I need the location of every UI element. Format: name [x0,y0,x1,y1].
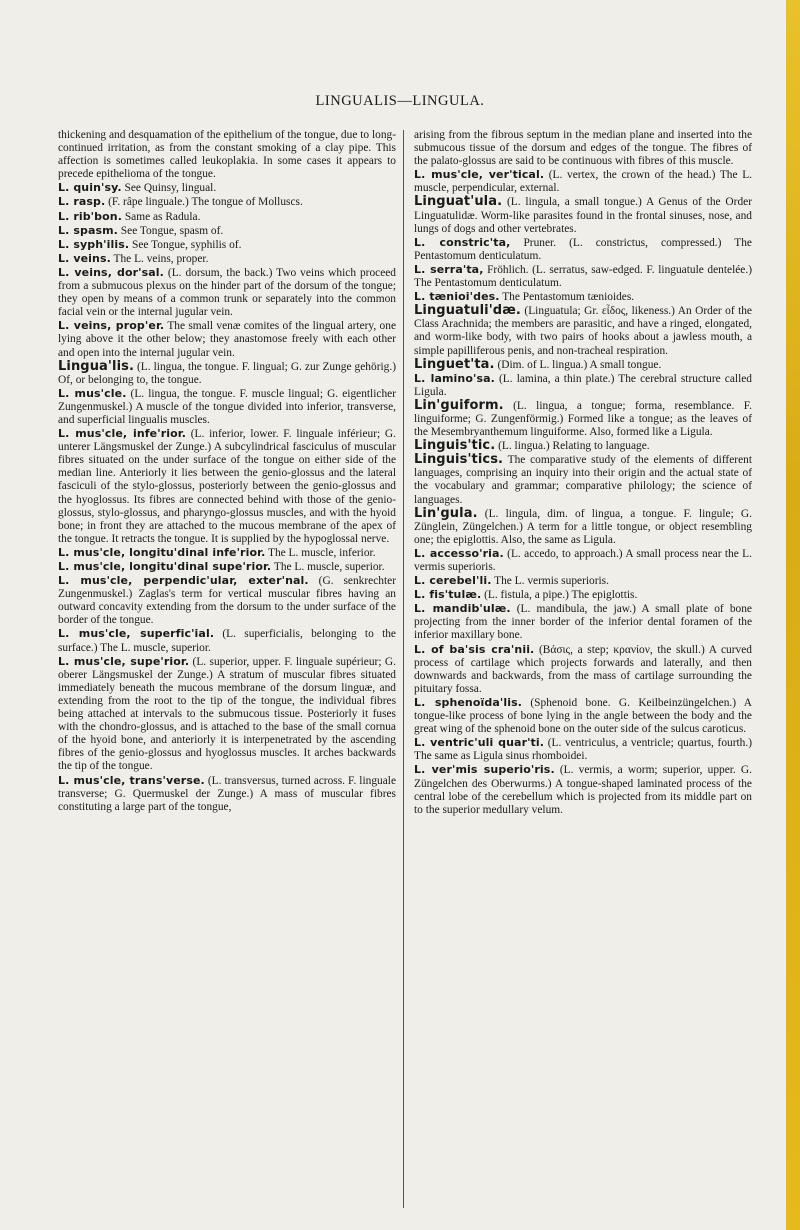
entry-text: (L. vermis, a worm; superior, upper. G. Züngelchen des Oberwurms.) A tongue-shaped laminated process of the central lobe of the cerebellum which is projected from its middle part on to the superior medullary velum. [414,764,753,816]
dictionary-entry [58,195,396,209]
entry-text: (L. transversus, turned across. F. linguale transverse; G. Quermuskel der Zunge.) A mass of muscular fibres constituting a large part of the tongue, [58,774,397,813]
entry-headword: L. accesso'ria. [414,546,504,560]
dictionary-entry [58,360,396,387]
entry-headword: L. veins, prop'er. [58,319,165,333]
dictionary-entry [58,238,396,252]
dictionary-entry [414,602,752,642]
entry-text: See Tongue, spasm of. [117,224,224,237]
dictionary-entry [414,588,752,602]
dictionary-entry [414,763,752,816]
dictionary-entry [414,736,752,763]
entry-text: See Tongue, syphilis of. [129,238,242,251]
entry-text: (L. lamina, a thin plate.) The cerebral structure called Ligula. [414,372,752,398]
entry-text: (L. ventriculus, a ventricle; quartus, fourth.) The same as Ligula sinus rhomboidei. [414,737,752,763]
entry-headword: L. spasm. [58,223,118,237]
entry-text: The L. vermis superioris. [491,575,609,588]
right-column [414,129,752,817]
entry-text: (L. vertex, the crown of the head.) The L. muscle, perpendicular, external. [414,169,753,195]
entry-text: (Dim. of L. lingua.) A small tongue. [494,358,662,371]
dictionary-entry [414,290,752,304]
entry-headword: Linguis'tic. [414,438,496,454]
entry-headword: L. veins. [58,251,111,265]
entry-text: (L. accedo, to approach.) A small process near the L. vermis superioris. [414,547,752,573]
entry-headword: L. tænioi'des. [414,290,500,304]
entry-headword: L. serra'ta, [414,262,484,276]
dictionary-entry [58,546,396,560]
dictionary-entry [58,181,396,195]
entry-text: The comparative study of the elements of different languages, comprising an inquiry into their origin and the actual state of the vocabulary and grammar; comparative philology; the science of languages. [414,454,752,506]
dictionary-entry [414,372,752,399]
entry-text: (L. lingua.) Relating to language. [495,440,650,453]
entry-text: The L. muscle, inferior. [265,546,376,559]
entry-headword: L. constric'ta, [414,235,511,249]
entry-text: (L. inferior, lower. F. linguale inférieur; G. unterer Längsmuskel der Zunge.) A subcylindrical fasciculus of muscular fibres situated on the under surface of the tongue on either side of the median line. Anteriorly it lies between the genio-glossus and the lateral fasciculi of the stylo-glossus, posteriorly between the genio-glossus and the hyoglossus. Its fibres are connected behind with those of the genio-glossus, stylo-glossus, and pharyngo-glossus muscles, and with the hyoid bone; in front they are attached to the mucous membrane of the apex of the tongue. It retracts the tongue. It is supplied by the hypoglossal nerve. [58,428,396,545]
entry-headword: L. mandib'ulæ. [414,602,511,616]
entry-headword: Lin'guiform. [414,397,504,413]
page-edge-strip [786,0,800,1230]
entry-text: Fröhlich. (L. serratus, saw-edged. F. linguatule dentelée.) The Pentastomum denticulatum. [414,263,752,290]
entry-headword: Linguatuli'dæ. [414,303,521,319]
entry-text: Same as Radula. [122,210,201,223]
entry-text: thickening and desquamation of the epithelium of the tongue, due to long-continued irritation, as from the constant smoking of a clay pipe. This affection is sometimes called leukoplakia. In some cases it appears to precede epithelioma of the tongue. [58,129,396,181]
dictionary-entry [58,427,396,546]
entry-text: (L. lingula, dim. of lingua, a tongue. F. lingule; G. Zünglein, Züngelchen.) A term for a little tongue, or object resembling one; the epiglottis. Also, the same as Ligula. [414,507,752,546]
dictionary-entry [414,195,752,235]
entry-text: (G. senkrechter Zungenmuskel.) Zaglas's term for vertical muscular fibres having an outward concavity extending from the dorsum to the under surface of the border of the tongue. [58,575,396,627]
entry-text: (L. fistula, a pipe.) The epiglottis. [481,589,638,602]
entry-headword: L. mus'cle, longitu'dinal supe'rior. [58,560,272,573]
dictionary-entry [414,547,752,574]
entry-text: (F. râpe linguale.) The tongue of Molluscs. [105,196,303,209]
dictionary-entry [58,627,396,654]
entry-text: arising from the fibrous septum in the median plane and inserted into the submucous tissue of the dorsum and edges of the tongue. The fibres of the palato-glossus are said to be continuous with fibres of this muscle. [414,129,752,168]
running-header: LINGUALIS—LINGULA. [315,93,485,109]
entry-headword: Linguat'ula. [414,194,503,210]
entry-headword: L. of ba'sis cra'nii. [414,642,535,656]
entry-headword: L. mus'cle, superfic'ial. [58,627,215,641]
dictionary-entry [58,252,396,266]
entry-text: (L. mandibula, the jaw.) A small plate of bone projecting from the inner border of the inferior dental foramen of the inferior maxillary bone. [414,603,752,642]
entry-text: (L. lingula, a small tongue.) A Genus of the Order Linguatulidæ. Worm-like parasites found in the frontal sinuses, nose, and lungs of dogs and other vertebrates. [414,196,752,235]
entry-headword: L. rib'bon. [58,209,122,223]
dictionary-entry [414,168,752,195]
entry-headword: Lin'gula. [414,505,478,521]
entry-text: The small venæ comites of the lingual artery, one lying above it the other below; they anastomose freely with each other and open into the internal jugular vein. [58,320,397,359]
entry-headword: L. fis'tulæ. [414,588,482,602]
dictionary-entry [58,266,396,319]
entry-headword: L. mus'cle, ver'tical. [414,168,545,182]
entry-text: (L. superficialis, belonging to the surface.) The L. muscle, superior. [58,628,396,654]
entry-text: (L. lingua, a tongue; forma, resemblance. F. linguiforme; G. Zungenförmig.) Formed like a tongue; as the leaves of the Mesembryanthemum linguiforme. Also, formed like a Ligula. [414,399,752,439]
dictionary-entry [414,574,752,588]
dictionary-entry [58,129,396,181]
dictionary-entry [414,507,752,547]
entry-headword: L. veins, dor'sal. [58,265,164,279]
dictionary-entry [58,560,396,574]
dictionary-entry [58,387,396,427]
column-divider [403,130,404,1208]
entry-text: (L. lingua, the tongue. F. muscle lingual; G. eigentlicher Zungenmuskel.) A muscle of the tongue divided into inferior, transverse, and superficial lingualis muscles. [58,387,396,426]
dictionary-entry [414,304,752,357]
entry-text: (Linguatula; Gr. εἶδος, likeness.) An Order of the Class Arachnida; the members are parasitic, and have a ringed, elongated, and worm-like body, with two pairs of hooks about a jawless mouth, a simple papilliferous penis, and non-tracheal respiration. [414,305,752,357]
dictionary-entry [58,574,396,627]
entry-headword: L. syph'ilis. [58,237,130,251]
entry-text: (L. dorsum, the back.) Two veins which proceed from a submucous plexus on the hinder part of the dorsum of the tongue; they open by means of a common trunk or separately into the common facial vein or the internal jugular vein. [58,266,397,319]
dictionary-entry [414,399,752,439]
dictionary-entry [414,358,752,372]
dictionary-entry [414,236,752,263]
dictionary-entry [414,453,752,506]
dictionary-entry [58,210,396,224]
entry-text: (Βάσις, a step; κρανίον, the skull.) A curved process of cartilage which projects forwards and laterally, and then downwards and backwards, from the mass of cartilage surrounding the pituitary fossa. [414,643,752,695]
entry-headword: L. ver'mis superio'ris. [414,763,555,777]
entry-headword: L. mus'cle, infe'rior. [58,427,186,441]
entry-text: The L. muscle, superior. [271,561,385,573]
dictionary-entry [414,643,752,696]
entry-headword: L. mus'cle, longitu'dinal infe'rior. [58,545,266,559]
dictionary-entry [58,774,396,814]
entry-text: The Pentastomum tænioides. [499,291,635,304]
entry-headword: L. rasp. [58,195,106,209]
entry-headword: L. mus'cle, supe'rior. [58,654,190,668]
entry-headword: L. mus'cle, perpendic'ular, exter'nal. [58,574,309,588]
entry-headword: L. lamino'sa. [414,371,495,385]
entry-headword: L. cerebel'li. [414,574,492,588]
entry-headword: L. sphenoïda'lis. [414,695,523,709]
entry-text: The L. veins, proper. [110,252,209,265]
entry-headword: L. mus'cle, trans'verse. [58,773,205,787]
dictionary-entry [58,655,396,774]
entry-headword: L. quin'sy. [58,181,122,195]
entry-text: See Quinsy, lingual. [121,182,217,195]
dictionary-entry [58,319,396,359]
entry-text: (Sphenoid bone. G. Keilbeinzüngelchen.) A tongue-like process of bone lying in the angle between the body and the great wing of the sphenoid bone on the outer side of the sulcus caroticus. [414,696,752,736]
dictionary-entry [414,696,752,736]
dictionary-entry [414,439,752,453]
entry-text: (L. superior, upper. F. linguale supérieur; G. oberer Längsmuskel der Zunge.) A stratum of muscular fibres situated immediately beneath the mucous membrane of the dorsum linguæ, and extending from the root to the tip of the tongue, the individual fibres being attached at intervals to the submucous tissue. Posteriorly it fuses with the chondro-glossus, and is attached to the base of the small cornua of the hyoid bone, and anteriorly it is interpenetrated by the ascending fibres of the genio-glossus and hyoglossus muscles. It arches backwards the tip of the tongue. [58,655,396,773]
dictionary-entry [414,129,752,168]
left-column [58,129,396,814]
dictionary-entry [414,263,752,290]
entry-headword: Lingua'lis. [58,358,134,374]
entry-headword: L. ventric'uli quar'ti. [414,736,545,750]
entry-text: (L. lingua, the tongue. F. lingual; G. zur Zunge gehörig.) Of, or belonging to, the tongue. [58,360,396,386]
dictionary-entry [58,224,396,238]
entry-headword: L. mus'cle. [58,386,127,400]
entry-text: Pruner. (L. constrictus, compressed.) The Pentastomum denticulatum. [414,236,752,262]
entry-headword: Linguet'ta. [414,356,495,372]
entry-headword: Linguis'tics. [414,452,504,468]
